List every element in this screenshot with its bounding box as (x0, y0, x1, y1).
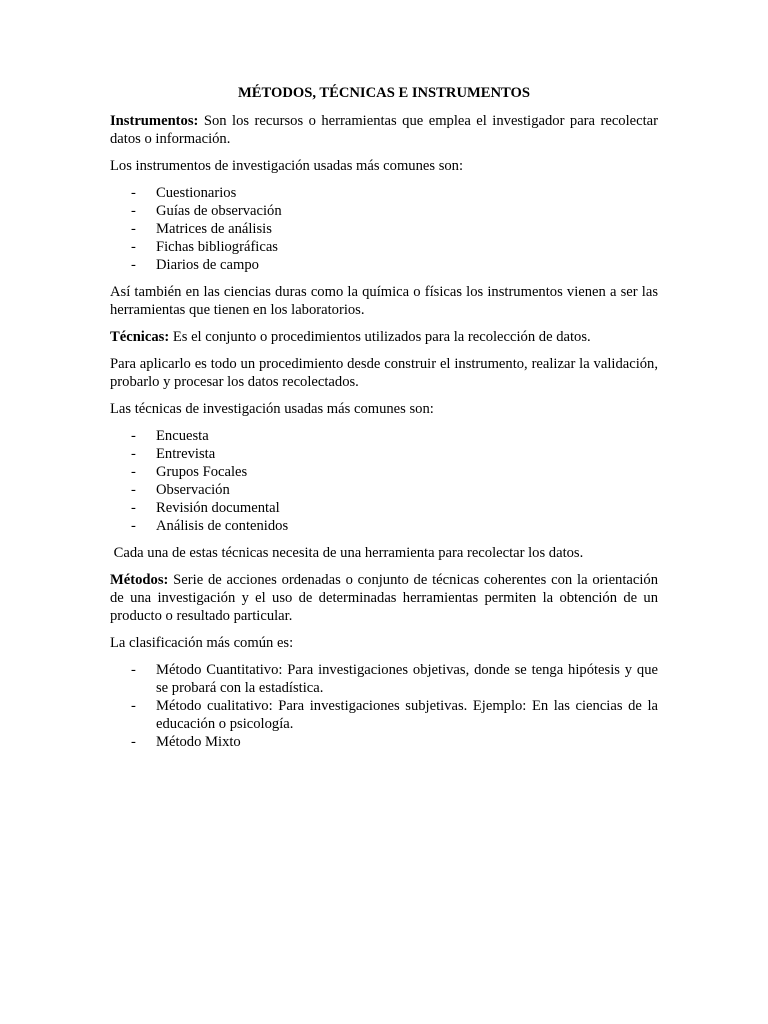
list-item (110, 733, 658, 751)
metodos-label: Métodos: (110, 572, 169, 588)
list-item-text: Método cualitativo: Para investigaciones subjetivas. Ejemplo: En las ciencias de la educación o psicología. (156, 698, 658, 732)
tecnicas-intro: Las técnicas de investigación usadas más comunes son: (110, 401, 434, 417)
instrumentos-list (110, 184, 658, 274)
tecnicas-paragraph (110, 328, 658, 346)
list-item-text: Encuesta (156, 428, 209, 444)
dash-marker: - (131, 518, 136, 534)
instrumentos-intro: Los instrumentos de investigación usadas más comunes son: (110, 158, 464, 174)
list-item (110, 697, 658, 733)
ciencias-duras-paragraph: Así también en las ciencias duras como la química o físicas los instrumentos vienen a ser las herramientas que tienen en los laboratorios. (110, 284, 658, 318)
metodos-text: Serie de acciones ordenadas o conjunto de técnicas coherentes con la orientación de una investigación y el uso de determinadas herramientas permiten la obtención de un producto o resultado particular. (110, 572, 658, 624)
cada-una-paragraph: Cada una de estas técnicas necesita de una herramienta para recolectar los datos. (113, 545, 584, 561)
instrumentos-text: Son los recursos o herramientas que emplea el investigador para recolectar datos o información. (110, 113, 658, 147)
list-item-text: Fichas bibliográficas (156, 239, 278, 255)
list-item (110, 463, 658, 481)
list-item-text: Entrevista (156, 446, 216, 462)
list-item (110, 517, 658, 535)
list-item-text: Guías de observación (156, 203, 282, 219)
dash-marker: - (131, 257, 136, 273)
tecnicas-label: Técnicas: (110, 329, 170, 345)
list-item-text: Cuestionarios (156, 185, 237, 201)
list-item (110, 445, 658, 463)
metodos-paragraph (110, 571, 658, 625)
list-item-text: Diarios de campo (156, 257, 259, 273)
dash-marker: - (131, 239, 136, 255)
list-item (110, 499, 658, 517)
tecnicas-list (110, 427, 658, 535)
metodos-list (110, 661, 658, 751)
dash-marker: - (131, 662, 136, 678)
list-item (110, 256, 658, 274)
aplicarlo-paragraph: Para aplicarlo es todo un procedimiento desde construir el instrumento, realizar la validación, probarlo y procesar los datos recolectados. (110, 356, 658, 390)
list-item-text: Observación (156, 482, 230, 498)
list-item (110, 427, 658, 445)
instrumentos-label: Instrumentos: (110, 113, 199, 129)
list-item (110, 238, 658, 256)
list-item (110, 481, 658, 499)
dash-marker: - (131, 203, 136, 219)
list-item-text: Matrices de análisis (156, 221, 272, 237)
instrumentos-paragraph (110, 112, 658, 148)
dash-marker: - (131, 428, 136, 444)
list-item (110, 220, 658, 238)
list-item-text: Método Mixto (156, 734, 241, 750)
list-item-text: Análisis de contenidos (156, 518, 289, 534)
dash-marker: - (131, 482, 136, 498)
tecnicas-text: Es el conjunto o procedimientos utilizados para la recolección de datos. (169, 329, 591, 345)
dash-marker: - (131, 500, 136, 516)
dash-marker: - (131, 464, 136, 480)
dash-marker: - (131, 221, 136, 237)
page-title: MÉTODOS, TÉCNICAS E INSTRUMENTOS (238, 85, 530, 101)
list-item-text: Revisión documental (156, 500, 280, 516)
dash-marker: - (131, 446, 136, 462)
list-item (110, 661, 658, 697)
dash-marker: - (131, 734, 136, 750)
dash-marker: - (131, 698, 136, 714)
list-item (110, 184, 658, 202)
list-item-text: Grupos Focales (156, 464, 248, 480)
list-item-text: Método Cuantitativo: Para investigaciones objetivas, donde se tenga hipótesis y que se probará con la estadística. (156, 662, 658, 696)
dash-marker: - (131, 185, 136, 201)
clasificacion-intro: La clasificación más común es: (110, 635, 294, 651)
list-item (110, 202, 658, 220)
